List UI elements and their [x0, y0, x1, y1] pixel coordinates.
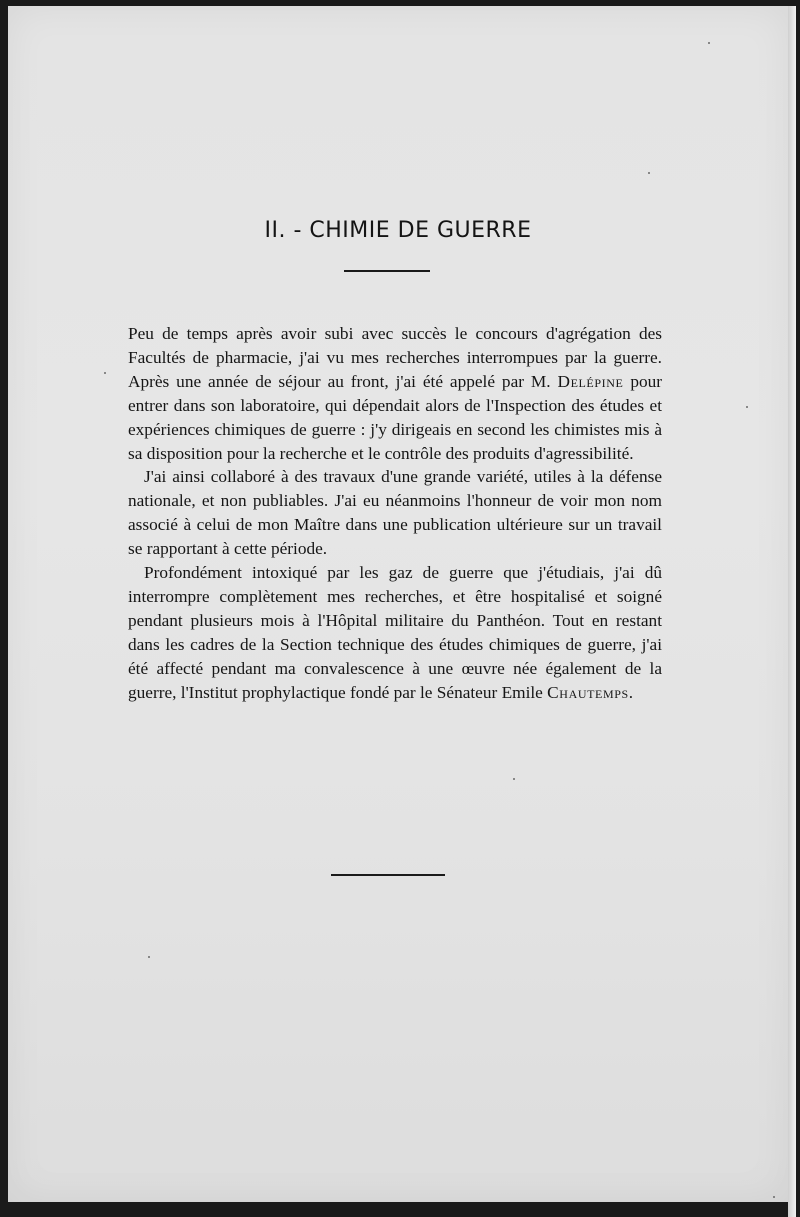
paragraph-1: [128, 322, 662, 465]
paragraph-3-text-after: .: [628, 682, 634, 702]
page-edge: [788, 6, 796, 1217]
end-rule: [331, 874, 445, 876]
paragraph-1-text-after: pour entrer dans son laboratoire, qui dépendait alors de l'Inspection des études et expériences chimiques de guerre : j'y dirigeais en second les chimistes mis à sa disposition pour la recherche et le contrôle des produits d'agressibilité.: [128, 371, 663, 463]
paper-speck: [648, 172, 650, 174]
paragraph-3: [128, 561, 662, 704]
chapter-title: II. - CHIMIE DE GUERRE: [264, 218, 532, 243]
paper-speck: [148, 956, 150, 958]
paper-speck: [773, 1196, 775, 1198]
paragraph-1-text-before: Peu de temps après avoir subi avec succès le concours d'agrégation des Facultés de pharmacie, j'ai vu mes recherches interrompues par la guerre. Après une année de séjour au front, j'ai été appelé par M.: [128, 324, 662, 391]
title-rule: [344, 270, 430, 272]
paper-speck: [746, 406, 748, 408]
paragraph-2: J'ai ainsi collaboré à des travaux d'une grande variété, utiles à la défense nationale, et non publiables. J'ai eu néanmoins l'honneur de voir mon nom associé à celui de mon Maître dans une publication ultérieure sur un travail se rapportant à cette période.: [128, 467, 662, 559]
paragraph-3-text-before: Profondément intoxiqué par les gaz de guerre que j'étudiais, j'ai dû interrompre complètement mes recherches, et être hospitalisé et soigné pendant plusieurs mois à l'Hôpital militaire du Panthéon. Tout en restant dans les cadres de la Section technique des études chimiques de guerre, j'ai été affecté pendant ma convalescence à une œuvre née également de la guerre, l'Institut prophylactique fondé par le Sénateur Emile: [128, 563, 662, 702]
paper-speck: [104, 372, 106, 374]
document-page: [8, 6, 788, 1202]
paper-speck: [513, 778, 515, 780]
person-name-delepine: Delépine: [557, 371, 624, 391]
person-name-chautemps: Chautemps: [547, 682, 629, 702]
body-text: [128, 322, 662, 705]
paper-speck: [708, 42, 710, 44]
